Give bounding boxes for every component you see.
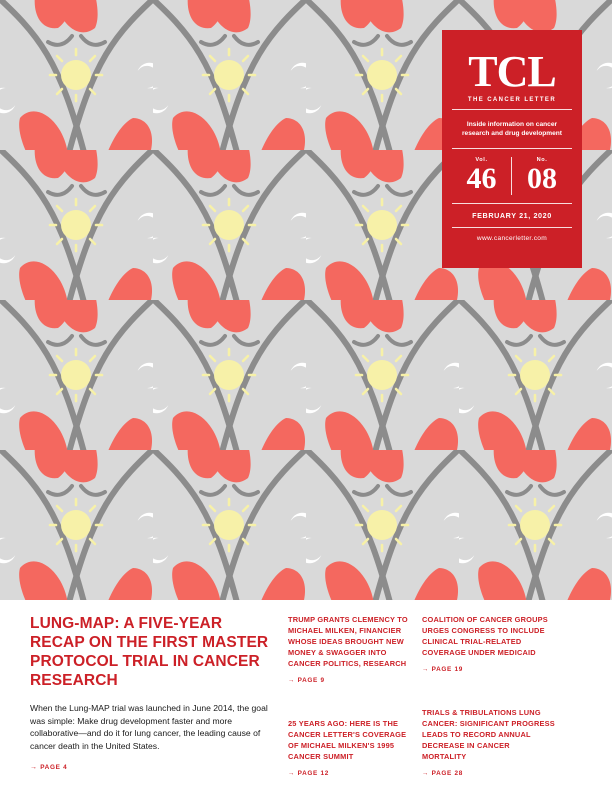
publication-name: THE CANCER LETTER (452, 97, 572, 110)
brief-page-ref[interactable] (422, 666, 556, 673)
cover-stories-area (0, 600, 612, 792)
brief-page-ref[interactable] (288, 677, 408, 684)
lead-story[interactable] (30, 614, 288, 777)
brief-item[interactable] (422, 614, 556, 673)
brief-item[interactable] (422, 707, 556, 777)
brief-headline: TRIALS & TRIBULATIONS LUNG CANCER: SIGNIFICANT PROGRESS LEADS TO RECORD ANNUAL DECREASE IN CANCER MORTALITY (422, 708, 555, 761)
brief-page-ref-label: PAGE 9 (297, 677, 325, 684)
column-spacer (288, 698, 408, 718)
arrow-right-icon: → (30, 764, 38, 772)
column-spacer (422, 687, 556, 707)
lead-page-ref[interactable] (30, 764, 274, 771)
lead-page-ref-label: PAGE 4 (40, 764, 68, 772)
masthead-badge (442, 30, 582, 268)
arrow-right-icon: → (422, 770, 430, 777)
issue-block (512, 157, 572, 195)
website-url[interactable]: www.cancerletter.com (476, 235, 548, 242)
volume-number: 46 (466, 162, 497, 195)
publication-tagline: Inside information on cancer research and drug development (452, 120, 572, 149)
arrow-right-icon: → (422, 666, 430, 673)
issue-date: FEBRUARY 21, 2020 (452, 211, 572, 228)
brief-headline: COALITION OF CANCER GROUPS URGES CONGRESS TO INCLUDE CLINICAL TRIAL-RELATED COVERAGE UNDER MEDICAID (422, 615, 548, 657)
issue-info (452, 157, 572, 204)
brief-item[interactable] (288, 614, 408, 684)
brief-page-ref[interactable] (288, 770, 408, 777)
issue-label: No. (536, 157, 548, 163)
volume-label: Vol. (475, 157, 488, 163)
brief-column-1 (288, 614, 422, 777)
brief-headline: TRUMP GRANTS CLEMENCY TO MICHAEL MILKEN, FINANCIER WHOSE IDEAS BROUGHT NEW MONEY & SWAGGER INTO CANCER POLITICS, RESEARCH (288, 615, 408, 668)
arrow-right-icon: → (288, 677, 296, 684)
lead-dek: When the Lung-MAP trial was launched in June 2014, the goal was simple: Make drug development faster and more collaborative—and do it for lung cancer, the leading cause of cancer death in the United States. (30, 703, 268, 751)
brief-item[interactable] (288, 718, 408, 777)
issue-number: 08 (527, 162, 557, 195)
volume-block (452, 157, 512, 195)
arrow-right-icon: → (288, 770, 296, 777)
brief-page-ref[interactable] (422, 770, 556, 777)
publication-logo: TCL (468, 47, 556, 96)
lead-headline: LUNG-MAP: A FIVE-YEAR RECAP ON THE FIRST MASTER PROTOCOL TRIAL IN CANCER RESEARCH (30, 615, 269, 689)
brief-column-2 (422, 614, 556, 777)
brief-page-ref-label: PAGE 12 (297, 770, 329, 777)
brief-page-ref-label: PAGE 19 (431, 666, 463, 673)
brief-headline: 25 YEARS AGO: HERE IS THE CANCER LETTER'S COVERAGE OF MICHAEL MILKEN'S 1995 CANCER SUMMIT (288, 719, 407, 761)
brief-page-ref-label: PAGE 28 (431, 770, 463, 777)
stories-columns (30, 614, 582, 777)
